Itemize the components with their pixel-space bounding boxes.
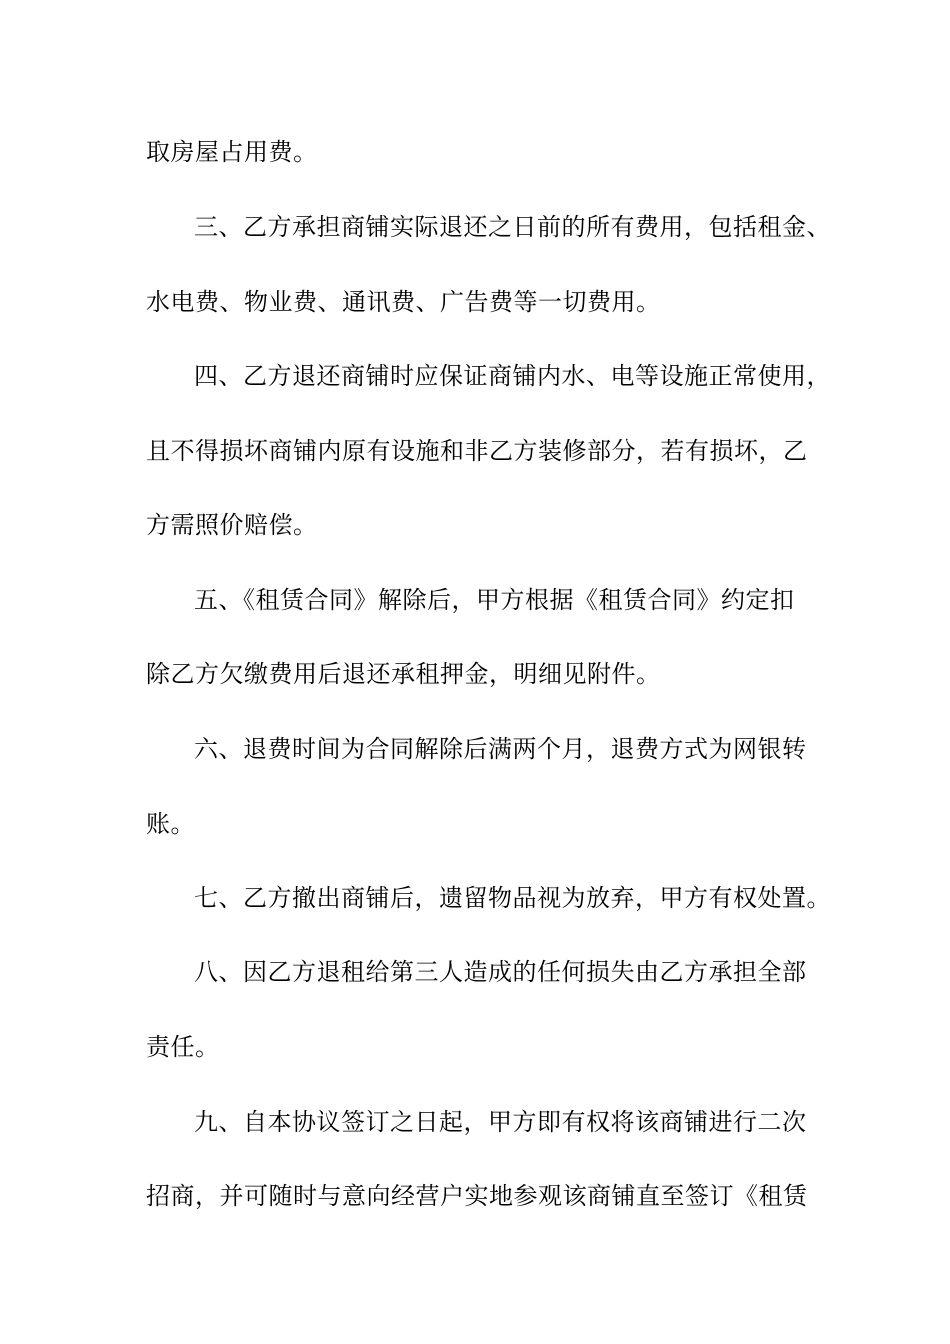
paragraph-line: 四、乙方退还商铺时应保证商铺内水、电等设施正常使用， bbox=[194, 362, 831, 390]
paragraph-line: 除乙方欠缴费用后退还承租押金，明细见附件。 bbox=[146, 660, 661, 688]
paragraph-line: 九、自本协议签订之日起，甲方即有权将该商铺进行二次 bbox=[194, 1108, 807, 1136]
paragraph-line: 六、退费时间为合同解除后满两个月，退费方式为网银转 bbox=[194, 735, 807, 763]
paragraph-line: 五、《租赁合同》解除后，甲方根据《租赁合同》约定扣 bbox=[194, 586, 795, 614]
paragraph-line: 水电费、物业费、通讯费、广告费等一切费用。 bbox=[146, 288, 661, 316]
paragraph-line: 且不得损坏商铺内原有设施和非乙方装修部分，若有损坏，乙 bbox=[146, 437, 808, 465]
paragraph-line: 七、乙方撤出商铺后，遗留物品视为放弃，甲方有权处置。 bbox=[194, 884, 831, 912]
paragraph-line: 责任。 bbox=[146, 1033, 220, 1061]
paragraph-line: 账。 bbox=[146, 810, 195, 838]
paragraph-line: 取房屋占用费。 bbox=[146, 138, 318, 166]
paragraph-line: 招商，并可随时与意向经营户实地参观该商铺直至签订《租赁 bbox=[146, 1182, 808, 1210]
paragraph-line: 八、因乙方退租给第三人造成的任何损失由乙方承担全部 bbox=[194, 958, 807, 986]
paragraph-line: 方需照价赔偿。 bbox=[146, 511, 318, 539]
paragraph-line: 三、乙方承担商铺实际退还之日前的所有费用，包括租金、 bbox=[194, 213, 831, 241]
